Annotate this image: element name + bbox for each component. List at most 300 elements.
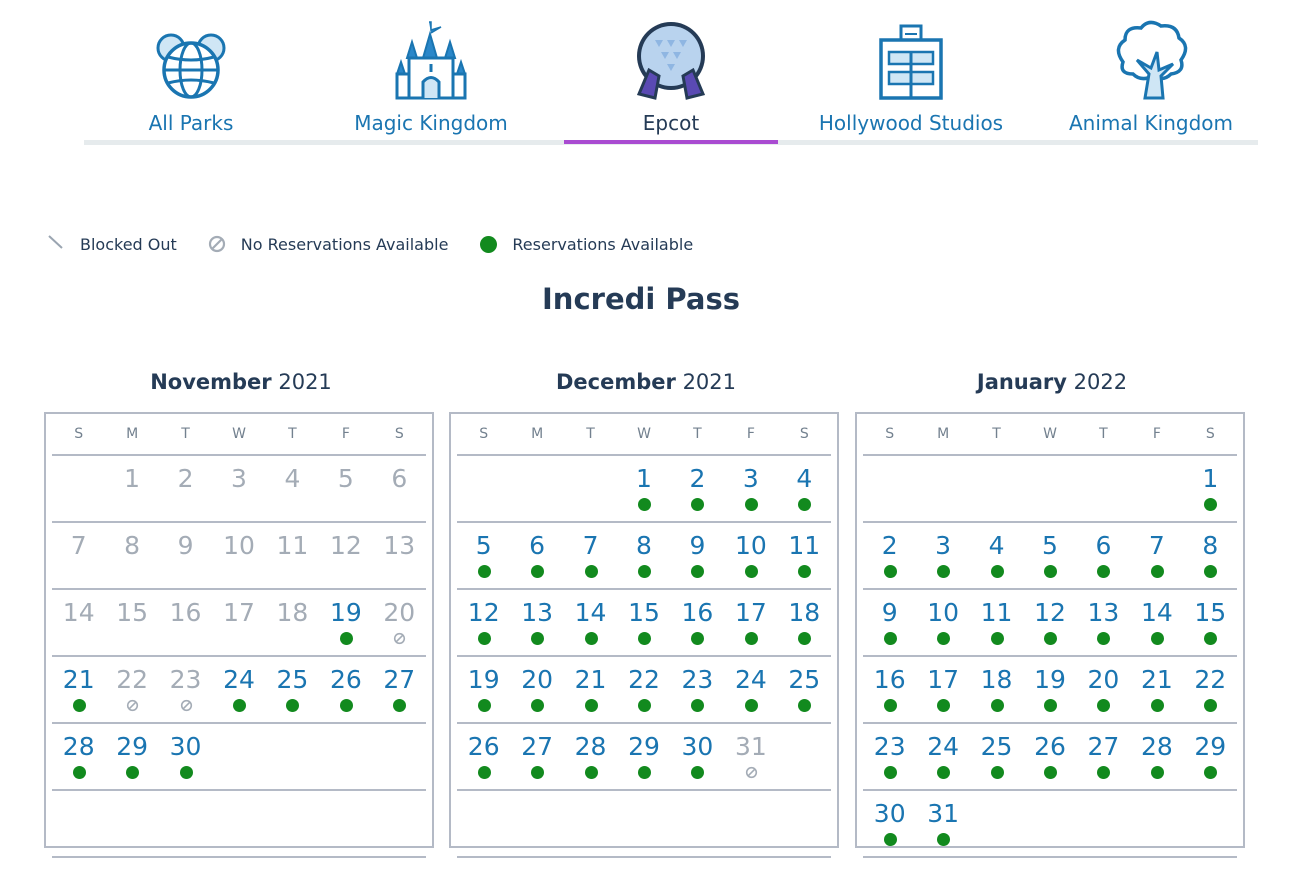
available-dot-icon <box>638 565 651 578</box>
day-cell-available[interactable] <box>319 590 372 655</box>
week-row <box>457 588 831 655</box>
castle-icon <box>389 18 473 102</box>
day-cell-available[interactable] <box>457 724 510 789</box>
day-number: 7 <box>582 531 599 560</box>
available-dot-icon <box>531 632 544 645</box>
day-cell-available[interactable] <box>1023 590 1076 655</box>
day-cell-available[interactable] <box>1184 590 1237 655</box>
week-row <box>52 521 426 588</box>
day-number: 5 <box>475 531 492 560</box>
empty-day-cell <box>373 724 426 789</box>
available-dot-icon <box>884 833 897 846</box>
day-cell-available[interactable] <box>671 724 724 789</box>
day-number: 1 <box>124 464 141 493</box>
available-dot-icon <box>531 699 544 712</box>
weekday-label: W <box>232 426 246 442</box>
empty-day-cell <box>671 791 724 856</box>
available-dot-icon <box>531 766 544 779</box>
day-cell-available[interactable] <box>1023 724 1076 789</box>
pass-title: Incredi Pass <box>542 282 740 316</box>
day-number: 24 <box>223 665 255 694</box>
day-number: 10 <box>223 531 255 560</box>
available-dot-icon <box>991 699 1004 712</box>
month-year: 2022 <box>1073 370 1128 394</box>
day-number: 8 <box>636 531 652 560</box>
weekday-header <box>863 414 1237 454</box>
month-grid <box>449 412 839 848</box>
day-number: 13 <box>1087 598 1120 627</box>
day-cell-available[interactable] <box>266 657 319 722</box>
tab-all-parks[interactable] <box>84 0 298 146</box>
day-cell-available[interactable] <box>671 523 724 588</box>
empty-day-cell <box>1130 791 1183 856</box>
weekday-label: T <box>181 426 190 442</box>
day-number: 8 <box>1202 531 1219 560</box>
day-cell-available[interactable] <box>564 590 617 655</box>
weekday-label: F <box>341 426 350 442</box>
available-dot-icon <box>340 632 353 645</box>
month-title <box>855 370 1249 402</box>
day-number: 2 <box>881 531 898 560</box>
day-number: 26 <box>467 732 500 761</box>
available-dot-icon <box>585 766 598 779</box>
calendar-month <box>449 370 843 761</box>
park-tabs <box>84 0 1258 146</box>
day-number: 28 <box>1140 732 1173 761</box>
tab-epcot[interactable] <box>564 0 778 146</box>
tab-active-underline <box>564 140 778 144</box>
month-name: January <box>976 370 1067 394</box>
mickey-globe-icon <box>149 18 233 102</box>
day-cell-available[interactable] <box>1184 456 1237 521</box>
day-number: 25 <box>276 665 309 694</box>
day-number: 14 <box>62 598 95 627</box>
day-cell-past <box>52 523 105 588</box>
day-cell-past <box>52 590 105 655</box>
weekday-label: T <box>586 426 595 442</box>
day-cell-available[interactable] <box>1130 523 1183 588</box>
empty-day-cell <box>319 724 372 789</box>
day-cell-available[interactable] <box>1130 590 1183 655</box>
empty-day-cell <box>564 791 617 856</box>
empty-day-cell <box>319 791 372 856</box>
day-cell-available[interactable] <box>671 657 724 722</box>
available-dot-icon <box>73 699 86 712</box>
day-cell-available[interactable] <box>1077 657 1130 722</box>
tab-label: Hollywood Studios <box>818 111 1004 135</box>
day-cell-available[interactable] <box>970 523 1023 588</box>
available-dot-icon <box>1097 632 1110 645</box>
available-dot-icon <box>991 766 1004 779</box>
day-number: 19 <box>1034 665 1066 694</box>
empty-day-cell <box>617 791 670 856</box>
day-number: 19 <box>467 665 500 694</box>
day-cell-past <box>159 590 212 655</box>
empty-day-cell <box>970 456 1023 521</box>
empty-day-cell <box>212 724 265 789</box>
available-dot-icon <box>585 565 598 578</box>
available-dot-icon <box>585 699 598 712</box>
available-dot-icon <box>691 766 704 779</box>
day-number: 12 <box>467 598 500 627</box>
empty-day-cell <box>970 791 1023 856</box>
day-cell-available[interactable] <box>617 590 670 655</box>
day-cell-past <box>266 523 319 588</box>
day-number: 15 <box>116 598 149 627</box>
day-cell-available[interactable] <box>863 724 916 789</box>
day-cell-available[interactable] <box>52 724 105 789</box>
available-dot-icon <box>638 766 651 779</box>
week-row <box>52 789 426 858</box>
day-number: 17 <box>223 598 255 627</box>
month-name: December <box>555 370 676 394</box>
empty-day-cell <box>457 791 510 856</box>
day-number: 20 <box>521 665 554 694</box>
available-dot-icon <box>73 766 86 779</box>
week-rows <box>863 454 1237 858</box>
empty-day-cell <box>373 791 426 856</box>
empty-day-cell <box>212 791 265 856</box>
available-dot-icon <box>1151 565 1164 578</box>
tab-label: All Parks <box>148 111 234 135</box>
empty-day-cell <box>1077 456 1130 521</box>
available-dot-icon <box>180 766 193 779</box>
day-cell-available[interactable] <box>617 456 670 521</box>
day-cell-available[interactable] <box>564 657 617 722</box>
day-cell-available[interactable] <box>724 523 777 588</box>
weekday-label: W <box>1043 426 1057 442</box>
available-dot-icon <box>937 766 950 779</box>
legend-no-reservations <box>205 232 449 256</box>
day-cell-available[interactable] <box>916 791 969 856</box>
day-number: 6 <box>391 464 408 493</box>
empty-day-cell <box>724 791 777 856</box>
day-number: 8 <box>124 531 141 560</box>
weekday-label: T <box>693 426 702 442</box>
day-cell-available[interactable] <box>916 724 969 789</box>
day-number: 3 <box>935 531 952 560</box>
available-dot-icon <box>1044 766 1057 779</box>
week-row <box>52 655 426 722</box>
legend-blocked <box>44 232 177 256</box>
available-dot-icon <box>1044 565 1057 578</box>
day-number: 16 <box>873 665 906 694</box>
day-number: 30 <box>681 732 714 761</box>
empty-day-cell <box>1077 791 1130 856</box>
slash-icon <box>44 232 68 256</box>
available-dot-icon <box>937 833 950 846</box>
day-number: 6 <box>529 531 546 560</box>
day-cell-available[interactable] <box>373 657 426 722</box>
day-cell-available[interactable] <box>1184 657 1237 722</box>
day-number: 30 <box>873 799 906 828</box>
available-dot-icon <box>691 699 704 712</box>
spaceship-earth-icon <box>629 18 713 102</box>
available-dot-icon <box>991 565 1004 578</box>
legend-blocked-label: Blocked Out <box>80 234 177 254</box>
day-number: 3 <box>231 464 247 493</box>
day-cell-past <box>373 456 426 521</box>
no-entry-icon <box>126 699 139 712</box>
empty-day-cell <box>1184 791 1237 856</box>
day-cell-available[interactable] <box>671 456 724 521</box>
day-cell-available[interactable] <box>510 657 563 722</box>
day-cell-available[interactable] <box>319 657 372 722</box>
day-cell-past <box>319 523 372 588</box>
available-dot-icon <box>1204 632 1217 645</box>
weekday-label: S <box>394 426 404 442</box>
day-cell-none <box>724 724 777 789</box>
day-cell-available[interactable] <box>970 590 1023 655</box>
day-cell-available[interactable] <box>778 657 831 722</box>
empty-day-cell <box>564 456 617 521</box>
available-dot-icon <box>691 632 704 645</box>
day-cell-available[interactable] <box>970 657 1023 722</box>
day-cell-past <box>373 523 426 588</box>
day-number: 15 <box>628 598 660 627</box>
available-dot-icon <box>884 766 897 779</box>
day-cell-available[interactable] <box>916 523 969 588</box>
day-cell-past <box>266 590 319 655</box>
day-cell-available[interactable] <box>671 590 724 655</box>
day-cell-available[interactable] <box>159 724 212 789</box>
available-dot-icon <box>1204 699 1217 712</box>
day-cell-available[interactable] <box>564 724 617 789</box>
day-cell-available[interactable] <box>1023 523 1076 588</box>
day-cell-available[interactable] <box>1077 724 1130 789</box>
day-cell-available[interactable] <box>457 523 510 588</box>
week-row <box>52 722 426 789</box>
day-number: 27 <box>521 732 554 761</box>
month-grid <box>855 412 1245 848</box>
day-number: 23 <box>681 665 714 694</box>
day-number: 12 <box>1034 598 1066 627</box>
day-cell-available[interactable] <box>617 657 670 722</box>
weekday-label: F <box>1152 426 1161 442</box>
day-cell-available[interactable] <box>510 523 563 588</box>
day-number: 14 <box>574 598 607 627</box>
day-number: 10 <box>734 531 767 560</box>
day-cell-available[interactable] <box>778 590 831 655</box>
empty-day-cell <box>1130 456 1183 521</box>
available-dot-icon <box>798 699 811 712</box>
weekday-label: M <box>126 426 139 442</box>
day-cell-available[interactable] <box>52 657 105 722</box>
day-cell-available[interactable] <box>863 590 916 655</box>
day-cell-available[interactable] <box>724 657 777 722</box>
day-number: 22 <box>1194 665 1227 694</box>
weekday-label: M <box>531 426 544 442</box>
empty-day-cell <box>457 456 510 521</box>
no-entry-icon <box>745 766 758 779</box>
day-number: 3 <box>742 464 759 493</box>
available-dot-icon <box>1097 565 1110 578</box>
month-title <box>44 370 438 402</box>
available-dot-icon <box>126 766 139 779</box>
day-cell-available[interactable] <box>778 456 831 521</box>
available-dot-icon <box>638 632 651 645</box>
available-dot-icon <box>531 565 544 578</box>
weekday-label: S <box>479 426 489 442</box>
month-year: 2021 <box>278 370 332 394</box>
day-cell-available[interactable] <box>724 456 777 521</box>
week-row <box>457 521 831 588</box>
day-cell-available[interactable] <box>510 724 563 789</box>
day-number: 18 <box>276 598 309 627</box>
day-number: 20 <box>383 598 416 627</box>
week-row <box>457 454 831 521</box>
weekday-label: S <box>1205 426 1215 442</box>
day-number: 4 <box>796 464 813 493</box>
available-dot-icon <box>638 498 651 511</box>
day-cell-available[interactable] <box>105 724 158 789</box>
tree-of-life-icon <box>1109 18 1193 102</box>
day-number: 29 <box>628 732 660 761</box>
day-number: 23 <box>169 665 202 694</box>
available-dot-icon <box>340 699 353 712</box>
day-cell-available[interactable] <box>863 657 916 722</box>
weekday-label: M <box>937 426 950 442</box>
available-dot-icon <box>1097 699 1110 712</box>
available-dot-icon <box>1044 632 1057 645</box>
day-cell-available[interactable] <box>916 590 969 655</box>
available-dot-icon <box>585 632 598 645</box>
empty-day-cell <box>1023 456 1076 521</box>
day-cell-available[interactable] <box>1130 657 1183 722</box>
day-number: 18 <box>788 598 821 627</box>
day-number: 16 <box>681 598 714 627</box>
week-rows <box>457 454 831 858</box>
empty-day-cell <box>159 791 212 856</box>
day-number: 27 <box>1087 732 1120 761</box>
tab-label: Animal Kingdom <box>1068 111 1234 135</box>
tab-magic-kingdom[interactable] <box>324 0 538 146</box>
available-dot-icon <box>884 632 897 645</box>
day-number: 23 <box>873 732 906 761</box>
day-cell-available[interactable] <box>1184 724 1237 789</box>
day-number: 26 <box>329 665 362 694</box>
calendar-month <box>44 370 438 761</box>
empty-day-cell <box>1023 791 1076 856</box>
day-number: 14 <box>1140 598 1173 627</box>
day-cell-available[interactable] <box>457 590 510 655</box>
empty-day-cell <box>510 456 563 521</box>
day-cell-available[interactable] <box>212 657 265 722</box>
weekday-label: W <box>637 426 651 442</box>
weekday-label: T <box>288 426 297 442</box>
day-cell-available[interactable] <box>1077 590 1130 655</box>
available-dot-icon <box>691 565 704 578</box>
day-cell-available[interactable] <box>724 590 777 655</box>
available-dot-icon <box>798 498 811 511</box>
day-number: 7 <box>70 531 87 560</box>
day-number: 2 <box>177 464 194 493</box>
day-number: 6 <box>1095 531 1112 560</box>
day-cell-available[interactable] <box>863 791 916 856</box>
day-cell-none <box>105 657 158 722</box>
day-cell-available[interactable] <box>970 724 1023 789</box>
day-number: 10 <box>927 598 960 627</box>
day-cell-past <box>105 590 158 655</box>
day-cell-available[interactable] <box>916 657 969 722</box>
week-row <box>863 655 1237 722</box>
day-number: 11 <box>788 531 821 560</box>
day-number: 21 <box>62 665 95 694</box>
no-entry-icon <box>180 699 193 712</box>
available-dot-icon <box>1151 632 1164 645</box>
day-number: 18 <box>980 665 1013 694</box>
empty-day-cell <box>52 456 105 521</box>
day-cell-available[interactable] <box>1130 724 1183 789</box>
day-number: 4 <box>988 531 1005 560</box>
empty-day-cell <box>510 791 563 856</box>
day-number: 11 <box>276 531 309 560</box>
day-cell-available[interactable] <box>1023 657 1076 722</box>
day-number: 4 <box>284 464 301 493</box>
available-dot-icon <box>745 498 758 511</box>
day-cell-available[interactable] <box>778 523 831 588</box>
day-cell-past <box>212 590 265 655</box>
empty-day-cell <box>916 456 969 521</box>
weekday-label: S <box>799 426 809 442</box>
available-dot-icon <box>1044 699 1057 712</box>
empty-day-cell <box>105 791 158 856</box>
green-dot-icon <box>476 232 500 256</box>
weekday-label: F <box>746 426 755 442</box>
day-cell-available[interactable] <box>863 523 916 588</box>
day-cell-available[interactable] <box>617 523 670 588</box>
week-row <box>863 789 1237 858</box>
day-number: 2 <box>689 464 706 493</box>
week-row <box>457 722 831 789</box>
tab-animal-kingdom[interactable] <box>1044 0 1258 146</box>
day-number: 9 <box>689 531 706 560</box>
month-year: 2021 <box>682 370 737 394</box>
day-cell-available[interactable] <box>1077 523 1130 588</box>
day-number: 5 <box>1042 531 1058 560</box>
month-name: November <box>150 370 272 394</box>
day-number: 12 <box>329 531 362 560</box>
day-cell-available[interactable] <box>1184 523 1237 588</box>
available-dot-icon <box>1204 766 1217 779</box>
available-dot-icon <box>798 565 811 578</box>
day-number: 28 <box>574 732 607 761</box>
week-row <box>863 722 1237 789</box>
tower-icon <box>869 18 953 102</box>
available-dot-icon <box>1151 766 1164 779</box>
day-cell-past <box>159 456 212 521</box>
day-cell-none <box>159 657 212 722</box>
day-cell-available[interactable] <box>564 523 617 588</box>
month-grid <box>44 412 434 848</box>
weekday-label: T <box>1099 426 1108 442</box>
available-dot-icon <box>393 699 406 712</box>
day-cell-available[interactable] <box>510 590 563 655</box>
available-dot-icon <box>937 699 950 712</box>
legend-available-label: Reservations Available <box>512 234 694 254</box>
available-dot-icon <box>478 565 491 578</box>
day-number: 21 <box>574 665 607 694</box>
day-number: 17 <box>734 598 767 627</box>
weekday-label: T <box>992 426 1001 442</box>
day-number: 5 <box>337 464 354 493</box>
day-cell-available[interactable] <box>457 657 510 722</box>
day-cell-available[interactable] <box>617 724 670 789</box>
week-row <box>863 588 1237 655</box>
day-number: 1 <box>1202 464 1219 493</box>
day-number: 25 <box>980 732 1013 761</box>
tab-hollywood-studios[interactable] <box>804 0 1018 146</box>
